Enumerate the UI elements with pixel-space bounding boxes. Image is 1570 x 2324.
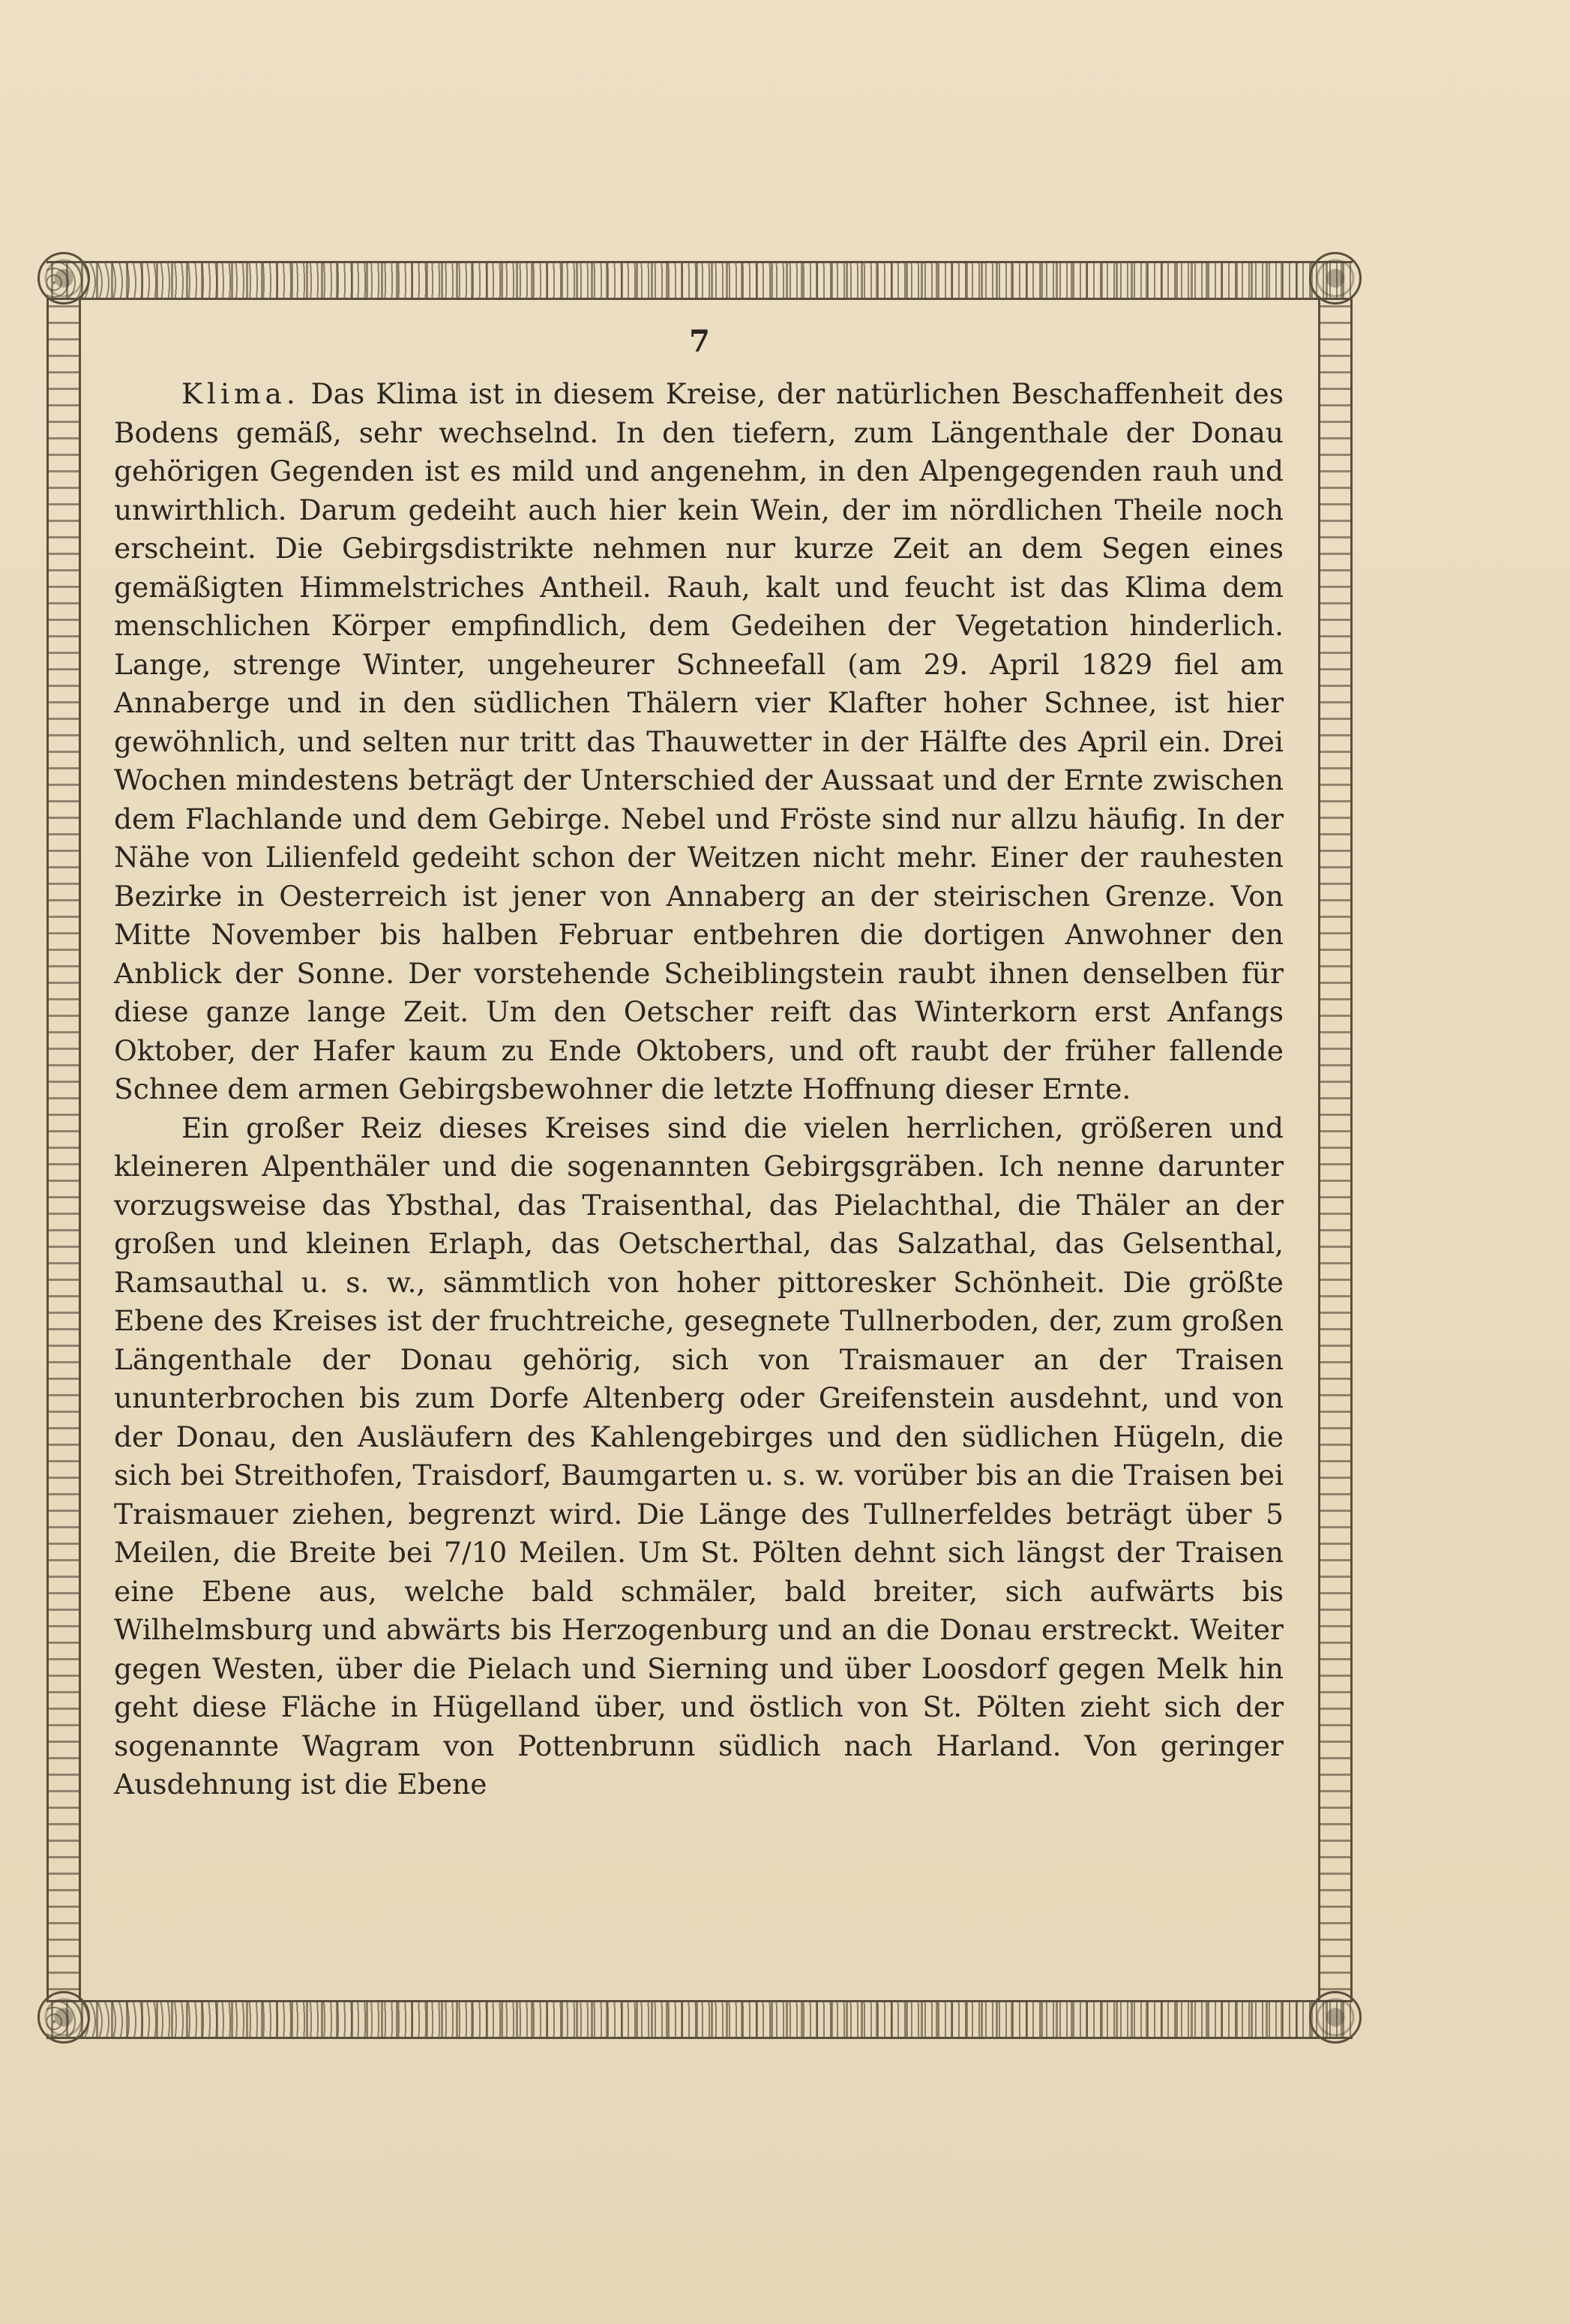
corner-ornament-bottom-left [37, 1991, 90, 2044]
corner-ornament-top-left [37, 252, 90, 304]
body-text [114, 375, 1284, 1804]
ornamental-border-top [46, 261, 1353, 300]
paragraph-climate [114, 375, 1284, 1109]
ornamental-border-bottom [46, 2000, 1353, 2039]
paragraph-valleys [114, 1109, 1284, 1804]
corner-ornament-top-right [1309, 252, 1362, 304]
ornamental-border-left [46, 300, 81, 2000]
paragraph-text: Ein großer Reiz dieses Kreises sind die vielen herrlichen, größeren und kleineren Alpenthäler und die sogenannten Gebirgsgräben. Ich nenne darunter vorzugsweise das Ybsthal, das Traisenthal, das Pielachthal, die Thäler an der großen und kleinen Erlaph, das Oetscherthal, das Salzathal, das Gelsenthal, Ramsauthal u. s. w., sämmtlich von hoher pittoresker Schönheit. Die größte Ebene des Kreises ist der fruchtreiche, gesegnete Tullnerboden, der, zum großen Längenthale der Donau gehörig, sich von Traismauer an der Traisen ununterbrochen bis zum Dorfe Altenberg oder Greifenstein ausdehnt, und von der Donau, den Ausläufern des Kahlengebirges und den südlichen Hügeln, die sich bei Streithofen, Traisdorf, Baumgarten u. s. w. vorüber bis an die Traisen bei Traismauer ziehen, begrenzt wird. Die Länge des Tullnerfeldes beträgt über 5 Meilen, die Breite bei 7/10 Meilen. Um St. Pölten dehnt sich längst der Traisen eine Ebene aus, welche bald schmäler, bald breiter, sich aufwärts bis Wilhelmsburg und abwärts bis Herzogenburg und an die Donau erstreckt. Weiter gegen Westen, über die Pielach und Sierning und über Loosdorf gegen Melk hin geht diese Fläche in Hügelland über, und östlich von St. Pölten zieht sich der sogenannte Wagram von Pottenbrunn südlich nach Harland. Von geringer Ausdehnung ist die Ebene [114, 1111, 1284, 1801]
paragraph-lead: Klima. [181, 377, 300, 410]
ornamental-border-right [1318, 300, 1353, 2000]
corner-ornament-bottom-right [1309, 1991, 1362, 2044]
paragraph-text: Das Klima ist in diesem Kreise, der natürlichen Beschaffenheit des Bodens gemäß, sehr wechselnd. In den tiefern, zum Längenthale der Donau gehörigen Gegenden ist es mild und angenehm, in den Alpengegenden rauh und unwirthlich. Darum gedeiht auch hier kein Wein, der im nördlichen Theile noch erscheint. Die Gebirgsdistrikte nehmen nur kurze Zeit an dem Segen eines gemäßigten Himmelstriches Antheil. Rauh, kalt und feucht ist das Klima dem menschlichen Körper empfindlich, dem Gedeihen der Vegetation hinderlich. Lange, strenge Winter, ungeheurer Schneefall (am 29. April 1829 fiel am Annaberge und in den südlichen Thälern vier Klafter hoher Schnee, ist hier gewöhnlich, und selten nur tritt das Thauwetter in der Hälfte des April ein. Drei Wochen mindestens beträgt der Unterschied der Aussaat und der Ernte zwischen dem Flachlande und dem Gebirge. Nebel und Fröste sind nur allzu häufig. In der Nähe von Lilienfeld gedeiht schon der Weitzen nicht mehr. Einer der rauhesten Bezirke in Oesterreich ist jener von Annaberg an der steirischen Grenze. Von Mitte November bis halben Februar entbehren die dortigen Anwohner den Anblick der Sonne. Der vorstehende Scheiblingstein raubt ihnen denselben für diese ganze lange Zeit. Um den Oetscher reift das Winterkorn erst Anfangs Oktober, der Hafer kaum zu Ende Oktobers, und oft raubt der früher fallende Schnee dem armen Gebirgsbewohner die letzte Hoffnung dieser Ernte. [114, 377, 1284, 1105]
page-number: 7 [689, 324, 710, 359]
